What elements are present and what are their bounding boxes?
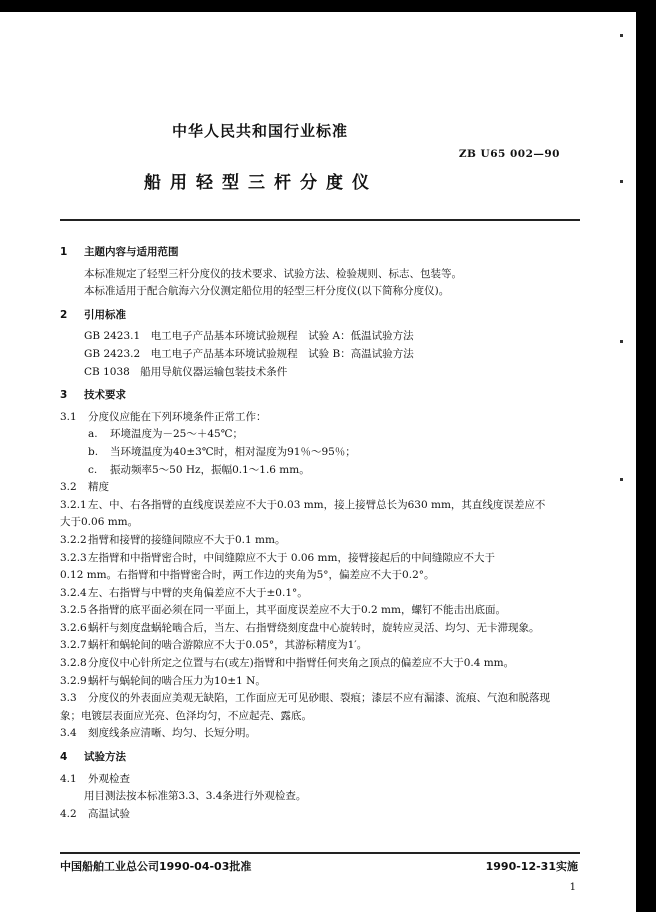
document-title: 船用轻型三杆分度仪 (144, 173, 378, 193)
clause: 3.1 分度仪应能在下列环境条件正常工作： (60, 410, 267, 423)
title-rule (60, 219, 580, 221)
page-number: 1 (569, 882, 576, 893)
paragraph: 用目测法按本标准第3.3、3.4条进行外观检查。 (84, 790, 307, 803)
clause: 3.2.1左、中、右各指臂的直线度误差应不大于0.03 mm，接上接臂总长为630 mm，其直线度误差应不 (60, 498, 546, 511)
issuing-organization: 中华人民共和国行业标准 (171, 122, 348, 140)
paragraph: 本标准适用于配合航海六分仪测定船位用的轻型三杆分度仪(以下简称分度仪)。 (84, 285, 450, 298)
approval-note: 中国船舶工业总公司1990-04-03批准 (60, 860, 252, 873)
footer-rule (60, 852, 580, 854)
list-item: c. 振动频率5～50 Hz，振幅0.1～1.6 mm。 (88, 463, 310, 476)
clause: 4.1 外观检查 (60, 772, 130, 785)
clause: 4.2 高温试验 (60, 807, 130, 820)
implementation-date: 1990-12-31实施 (485, 860, 578, 873)
clause: 3.2.5各指臂的底平面必须在同一平面上，其平面度误差应不大于0.2 mm，螺钉不能击出底面。 (60, 604, 506, 617)
clause: 3.3 分度仪的外表面应美观无缺陷，工作面应无可见砂眼、裂痕；漆层不应有漏漆、流痕、气泡和脱落现 (60, 692, 550, 705)
clause: 3.2.8分度仪中心针所定之位置与右(或左)指臂和中指臂任何夹角之顶点的偏差应不大于0.4 mm。 (60, 657, 515, 670)
clause-continuation: 0.12 mm。右指臂和中指臂密合时，两工作边的夹角为5°，偏差应不大于0.2°。 (60, 569, 435, 582)
clause-continuation: 象；电镀层表面应光亮、色泽均匀，不应起壳、露底。 (60, 709, 312, 722)
section-heading: 4 试验方法 (60, 751, 126, 764)
clause: 3.2.4左、右指臂与中臂的夹角偏差应不大于±0.1°。 (60, 586, 308, 599)
reference-item: GB 2423.2 电工电子产品基本环境试验规程 试验 B：高温试验方法 (84, 347, 414, 360)
clause: 3.2.3左指臂和中指臂密合时，中间缝隙应不大于 0.06 mm，接臂接起后的中间缝隙应不大于 (60, 551, 495, 564)
clause: 3.2 精度 (60, 481, 109, 494)
clause: 3.2.7蜗杆和蜗轮间的啮合游隙应不大于0.05°，其游标精度为1′。 (60, 639, 368, 652)
reference-item: CB 1038 船用导航仪器运输包装技术条件 (84, 365, 288, 378)
paragraph: 本标准规定了轻型三杆分度仪的技术要求、试验方法、检验规则、标志、包装等。 (84, 267, 462, 280)
section-heading: 3 技术要求 (60, 389, 126, 402)
scan-border-right (636, 0, 656, 912)
clause: 3.2.6蜗杆与刻度盘蜗轮啮合后，当左、右指臂绕刻度盘中心旋转时，旋转应灵活、均匀、无卡滞现象。 (60, 621, 540, 634)
list-item: b. 当环境温度为40±3℃时，相对湿度为91％～95％； (88, 445, 356, 458)
clause: 3.4 刻度线条应清晰、均匀、长短分明。 (60, 727, 256, 740)
document-body (60, 238, 584, 823)
standard-code: ZB U65 002—90 (458, 148, 560, 160)
clause: 3.2.2指臂和接臂的接缝间隙应不大于0.1 mm。 (60, 533, 286, 546)
clause-continuation: 大于0.06 mm。 (60, 516, 139, 529)
clause: 3.2.9蜗杆与蜗轮间的啮合压力为10±1 N。 (60, 674, 266, 687)
section-heading: 1 主题内容与适用范围 (60, 246, 179, 258)
section-heading: 2 引用标准 (60, 308, 126, 321)
list-item: a. 环境温度为－25～＋45℃； (88, 428, 243, 441)
reference-item: GB 2423.1 电工电子产品基本环境试验规程 试验 A：低温试验方法 (84, 330, 414, 343)
